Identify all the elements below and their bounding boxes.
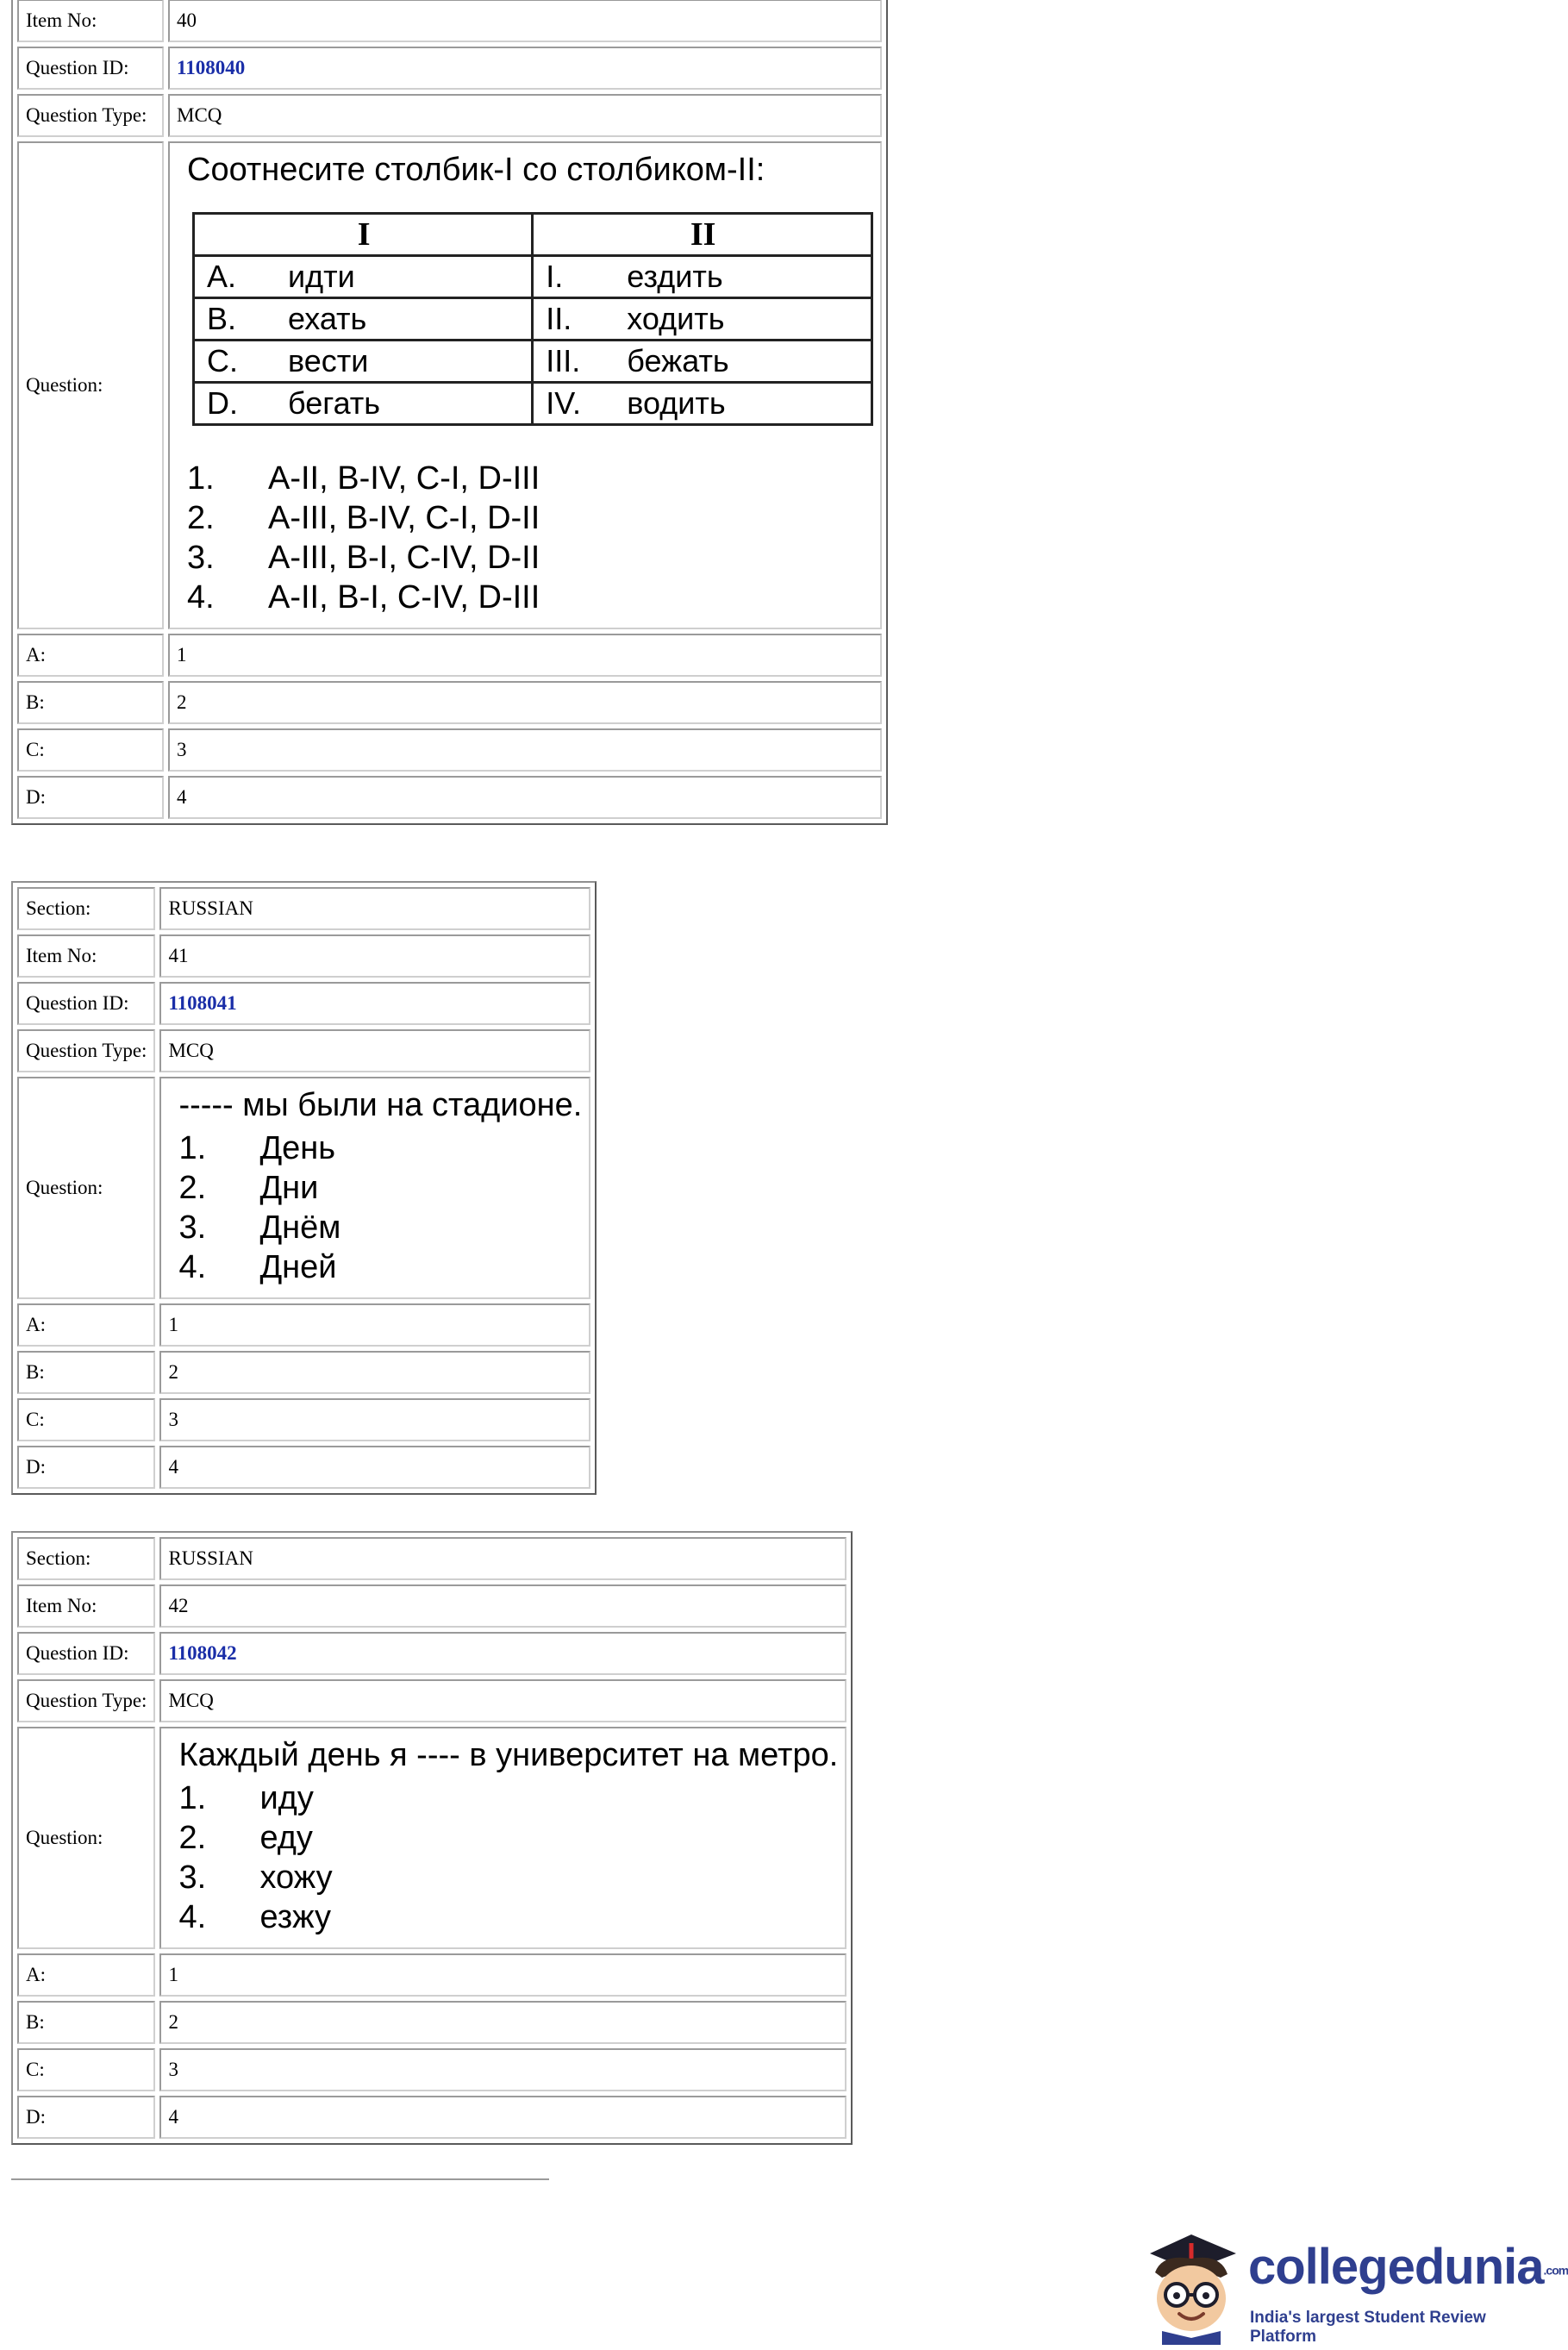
question-card-41 — [11, 881, 597, 1495]
section-value: RUSSIAN — [159, 887, 590, 930]
match-key: B. — [207, 301, 237, 336]
column-1-header: I — [194, 214, 533, 256]
option-text: Дней — [259, 1249, 337, 1285]
answer-c-value: 3 — [159, 2048, 846, 2091]
answer-b-label: B: — [17, 2001, 155, 2044]
section-row — [17, 1537, 846, 1580]
option-number: 4. — [178, 1899, 207, 1935]
question-type-label: Question Type: — [17, 1029, 155, 1072]
match-row — [194, 341, 872, 383]
question-id-row — [17, 1632, 846, 1675]
answer-option — [178, 1778, 838, 1818]
brand-tagline: India's largest Student Review Platform — [1250, 2309, 1486, 2346]
section-label: Section: — [17, 887, 155, 930]
question-type-value: MCQ — [159, 1679, 846, 1722]
match-key: IV. — [546, 385, 582, 421]
answer-b-label: B: — [17, 681, 164, 724]
question-type-row — [17, 1029, 590, 1072]
answer-a-label: A: — [17, 634, 164, 677]
answer-c-value: 3 — [168, 728, 882, 772]
option-text: иду — [259, 1780, 314, 1816]
item-no-value: 40 — [168, 0, 882, 42]
match-value: водить — [627, 385, 726, 421]
answer-option — [187, 578, 873, 617]
question-id-value: 1108042 — [159, 1632, 846, 1675]
match-cell-right — [533, 298, 872, 341]
section-value: RUSSIAN — [159, 1537, 846, 1580]
answer-d-label: D: — [17, 2096, 155, 2139]
match-cell-left — [194, 383, 533, 425]
option-number: 1. — [178, 1780, 207, 1816]
question-id-label: Question ID: — [17, 982, 155, 1025]
option-text: A-II, B-IV, C-I, D-III — [268, 460, 540, 497]
question-body — [159, 1727, 846, 1949]
answer-option — [178, 1128, 582, 1168]
answer-b-row — [17, 1351, 590, 1394]
question-label: Question: — [17, 1727, 155, 1949]
question-type-row — [17, 94, 882, 137]
option-text: Днём — [259, 1209, 341, 1246]
match-row — [194, 383, 872, 425]
option-text: A-II, B-I, C-IV, D-III — [268, 579, 540, 616]
answer-c-label: C: — [17, 1398, 155, 1441]
question-row — [17, 1077, 590, 1299]
option-text: A-III, B-IV, C-I, D-II — [268, 500, 540, 536]
option-text: Дни — [259, 1170, 319, 1206]
answer-b-row — [17, 681, 882, 724]
horizontal-rule — [11, 2178, 549, 2180]
brand-suffix: .com — [1543, 2263, 1568, 2278]
answer-c-row — [17, 1398, 590, 1441]
answer-a-row — [17, 1303, 590, 1347]
question-id-value: 1108040 — [168, 47, 882, 90]
question-content — [168, 1078, 582, 1297]
answer-b-row — [17, 2001, 846, 2044]
answer-b-value: 2 — [168, 681, 882, 724]
match-cell-right — [533, 341, 872, 383]
item-no-row — [17, 934, 590, 978]
option-number: 2. — [187, 500, 215, 536]
answer-c-label: C: — [17, 728, 164, 772]
option-number: 1. — [187, 460, 215, 497]
answer-d-label: D: — [17, 1446, 155, 1489]
question-content — [168, 1728, 838, 1947]
answer-option — [187, 498, 873, 538]
answer-d-value: 4 — [168, 776, 882, 819]
question-body — [159, 1077, 590, 1299]
question-prompt: Соотнесите столбик-I со столбиком-II: — [187, 152, 765, 188]
answer-a-value: 1 — [168, 634, 882, 677]
answer-c-label: C: — [17, 2048, 155, 2091]
question-card-42 — [11, 1531, 853, 2145]
match-cell-left — [194, 256, 533, 298]
option-number: 3. — [178, 1859, 207, 1896]
question-type-label: Question Type: — [17, 94, 164, 137]
question-label: Question: — [17, 141, 164, 629]
option-number: 4. — [178, 1249, 207, 1285]
answer-option — [178, 1858, 838, 1897]
answer-c-row — [17, 2048, 846, 2091]
question-id-label: Question ID: — [17, 1632, 155, 1675]
item-no-label: Item No: — [17, 934, 155, 978]
match-cell-right — [533, 383, 872, 425]
match-key: III. — [546, 343, 581, 378]
answer-option — [178, 1818, 838, 1858]
match-value: ехать — [288, 301, 367, 336]
match-value: вести — [288, 343, 369, 378]
option-text: еду — [259, 1820, 313, 1856]
item-no-label: Item No: — [17, 1584, 155, 1628]
item-no-row — [17, 1584, 846, 1628]
question-type-value: MCQ — [168, 94, 882, 137]
option-text: хожу — [259, 1859, 333, 1896]
answer-option — [178, 1208, 582, 1247]
question-card-40 — [11, 0, 888, 825]
answer-option — [187, 538, 873, 578]
match-value: идти — [288, 259, 355, 294]
question-type-value: MCQ — [159, 1029, 590, 1072]
item-no-value: 42 — [159, 1584, 846, 1628]
option-text: A-III, B-I, C-IV, D-II — [268, 540, 540, 576]
match-cell-left — [194, 341, 533, 383]
option-number: 2. — [178, 1170, 207, 1206]
option-number: 3. — [187, 540, 215, 576]
answer-d-value: 4 — [159, 2096, 846, 2139]
answer-a-label: A: — [17, 1303, 155, 1347]
answer-a-row — [17, 1953, 846, 1997]
answer-d-row — [17, 2096, 846, 2139]
answer-d-value: 4 — [159, 1446, 590, 1489]
section-label: Section: — [17, 1537, 155, 1580]
match-key: A. — [207, 259, 237, 294]
brand-wordmark: collegedunia — [1248, 2239, 1544, 2295]
option-number: 4. — [187, 579, 215, 616]
column-2-header: II — [533, 214, 872, 256]
match-key: II. — [546, 301, 572, 336]
question-id-label: Question ID: — [17, 47, 164, 90]
answer-d-label: D: — [17, 776, 164, 819]
match-key: C. — [207, 343, 238, 378]
question-prompt: Каждый день я ---- в университет на метро. — [178, 1737, 839, 1773]
match-row — [194, 256, 872, 298]
answer-a-value: 1 — [159, 1953, 846, 1997]
option-number: 3. — [178, 1209, 207, 1246]
answer-a-value: 1 — [159, 1303, 590, 1347]
answer-c-value: 3 — [159, 1398, 590, 1441]
match-value: бежать — [627, 343, 729, 378]
match-key: I. — [546, 259, 564, 294]
question-id-row — [17, 982, 590, 1025]
match-table — [192, 212, 873, 426]
question-content — [177, 143, 873, 628]
answer-b-label: B: — [17, 1351, 155, 1394]
question-type-row — [17, 1679, 846, 1722]
mascot-icon — [1136, 2224, 1248, 2345]
option-number: 1. — [178, 1130, 207, 1166]
question-row — [17, 141, 882, 629]
match-cell-left — [194, 298, 533, 341]
match-value: ходить — [627, 301, 725, 336]
answer-c-row — [17, 728, 882, 772]
answer-b-value: 2 — [159, 1351, 590, 1394]
answer-option — [178, 1897, 838, 1937]
answer-a-label: A: — [17, 1953, 155, 1997]
option-number: 2. — [178, 1820, 207, 1856]
question-body — [168, 141, 882, 629]
section-row — [17, 887, 590, 930]
collegedunia-logo[interactable] — [1136, 2224, 1568, 2346]
option-text: езжу — [259, 1899, 332, 1935]
question-id-row — [17, 47, 882, 90]
item-no-value: 41 — [159, 934, 590, 978]
match-value: ездить — [627, 259, 723, 294]
item-no-label: Item No: — [17, 0, 164, 42]
question-type-label: Question Type: — [17, 1679, 155, 1722]
match-table-header — [194, 214, 872, 256]
answer-option — [178, 1247, 582, 1287]
brand-name — [1248, 2238, 1568, 2296]
question-row — [17, 1727, 846, 1949]
item-no-row — [17, 0, 882, 42]
answer-option — [187, 459, 873, 498]
answer-d-row — [17, 1446, 590, 1489]
answer-d-row — [17, 776, 882, 819]
question-prompt: ----- мы были на стадионе. — [178, 1087, 583, 1123]
question-label: Question: — [17, 1077, 155, 1299]
answer-a-row — [17, 634, 882, 677]
match-cell-right — [533, 256, 872, 298]
match-row — [194, 298, 872, 341]
answer-option — [178, 1168, 582, 1208]
answer-b-value: 2 — [159, 2001, 846, 2044]
match-key: D. — [207, 385, 238, 421]
option-text: День — [259, 1130, 336, 1166]
match-value: бегать — [288, 385, 381, 421]
question-id-value: 1108041 — [159, 982, 590, 1025]
